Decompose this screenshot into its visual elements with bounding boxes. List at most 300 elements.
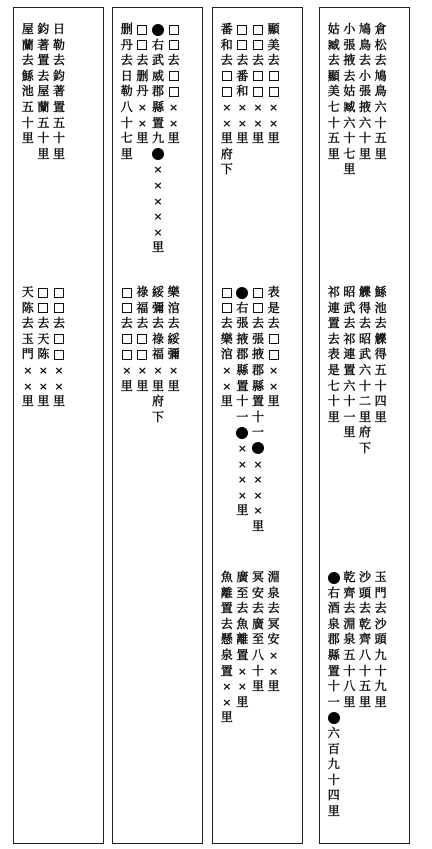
character: 廣 [251,616,264,631]
character: 置 [236,378,249,393]
missing-character-box [51,332,67,348]
character: 十 [374,663,387,678]
character: 府 [358,425,371,440]
text-column [373,22,389,178]
character: 里 [327,146,340,161]
missing-character-box [166,69,182,85]
character: 顯 [267,22,280,36]
text-column [150,22,166,256]
missing-character-box [219,84,235,100]
character: 乾 [343,570,356,584]
character: 去 [374,316,387,331]
character: 去 [267,601,280,616]
character: 去 [136,53,149,68]
unknown-character-mark: × [54,363,64,377]
character: 掖 [358,99,371,114]
slip-strip [212,7,303,844]
character: 和 [236,84,249,99]
text-block [219,22,281,178]
character: 鳥 [374,84,387,99]
character: 里 [52,394,65,409]
unknown-character-mark: × [137,363,147,377]
character: 里 [167,378,180,393]
character: 去 [21,53,34,68]
text-column [36,22,52,162]
character: 去 [37,68,50,83]
unknown-character-mark: × [222,116,232,130]
unknown-character-mark: × [153,163,163,177]
character: 八 [343,679,356,694]
character: 里 [327,409,340,424]
character: 五 [327,131,340,146]
character: 乾 [358,616,371,631]
character: 門 [21,347,34,362]
character: 安 [251,585,264,600]
character: 十 [358,378,371,393]
character: 里 [21,131,34,146]
missing-character-box [36,301,52,317]
character: 樂 [220,331,233,346]
character: 屋 [37,84,50,99]
text-column [219,285,235,535]
character: 昭 [343,285,356,299]
character: 臧 [327,37,340,52]
character: 里 [37,146,50,161]
text-column [150,285,166,425]
text-block [326,285,388,457]
character: 勒 [120,84,133,99]
character: 一 [343,409,356,424]
character: 里 [120,378,133,393]
text-column [166,22,182,256]
character: 下 [220,162,233,177]
character: 里 [267,131,280,146]
text-block [219,570,281,726]
character: 里 [37,394,50,409]
character: 右 [151,37,164,52]
text-column [266,285,282,535]
character: 里 [358,146,371,161]
text-column [342,570,358,820]
missing-character-box [250,69,266,85]
character: 去 [37,316,50,331]
character: 里 [21,394,34,409]
character: 下 [358,440,371,455]
text-column [51,22,67,162]
character: 泉 [327,616,340,631]
unknown-character-mark: × [153,178,163,192]
character: 一 [236,409,249,424]
character: 里 [374,146,387,161]
slip-strip [319,7,410,844]
text-column [219,22,235,178]
unknown-character-mark: × [54,379,64,393]
character: 連 [327,300,340,315]
unknown-character-mark: × [253,457,263,471]
character: 去 [220,53,233,68]
text-block [119,285,181,425]
character: 置 [343,362,356,377]
text-column [119,285,135,425]
unknown-character-mark: × [237,441,247,455]
character: 天 [37,331,50,346]
character: 去 [343,316,356,331]
text-column [235,285,251,535]
text-block [219,285,281,535]
text-column [119,22,135,256]
character: 置 [327,316,340,331]
character: 十 [374,115,387,130]
character: 八 [251,647,264,662]
character: 里 [374,694,387,709]
character: 廣 [236,570,249,584]
character: 里 [236,131,249,146]
character: 沙 [374,616,387,631]
character: 頭 [374,632,387,647]
unknown-character-mark: × [222,379,232,393]
character: 小 [343,22,356,36]
character: 鳩 [374,68,387,83]
character: 郡 [236,347,249,362]
unknown-character-mark: × [122,363,132,377]
character: 里 [343,162,356,177]
character: 百 [327,741,340,756]
unknown-character-mark: × [153,194,163,208]
character: 去 [343,601,356,616]
unknown-character-mark: × [222,100,232,114]
character: 張 [343,37,356,52]
missing-character-box [166,84,182,100]
character: 去 [358,316,371,331]
character: 鈞 [37,22,50,36]
character: 十 [251,409,264,424]
character: 郡 [251,362,264,377]
character: 去 [374,53,387,68]
character: 掖 [236,331,249,346]
text-column [342,285,358,457]
character: 張 [236,316,249,331]
character: 縣 [236,362,249,377]
unknown-character-mark: × [222,363,232,377]
character: 去 [167,53,180,68]
text-column [326,22,342,178]
character: 十 [37,131,50,146]
character: 陈 [21,300,34,315]
character: 里 [120,146,133,161]
unknown-character-mark: × [237,116,247,130]
character: 删 [120,22,133,36]
character: 屋 [21,22,34,36]
missing-character-box [119,332,135,348]
character: 十 [374,378,387,393]
character: 倉 [374,22,387,36]
character: 十 [358,131,371,146]
character: 里 [136,131,149,146]
character: 里 [251,131,264,146]
text-block [326,22,388,178]
section-dot [150,147,166,163]
missing-character-box [119,347,135,363]
character: 鈞 [52,68,65,83]
character: 九 [151,131,164,146]
character: 去 [327,331,340,346]
text-column [135,22,151,256]
character: 沙 [358,570,371,584]
character: 鯀 [374,285,387,299]
character: 至 [251,632,264,647]
character: 十 [120,115,133,130]
missing-character-box [250,38,266,54]
character: 去 [343,68,356,83]
character: 去 [251,53,264,68]
text-column [36,285,52,410]
character: 八 [358,647,371,662]
character: 去 [52,316,65,331]
text-column [266,22,282,178]
character: 里 [220,131,233,146]
character: 九 [374,679,387,694]
character: 和 [220,37,233,52]
character: 得 [374,347,387,362]
unknown-character-mark: × [253,473,263,487]
unknown-character-mark: × [153,363,163,377]
character: 里 [220,394,233,409]
unknown-character-mark: × [268,100,279,114]
unknown-character-mark: × [253,488,263,502]
character: 頭 [358,585,371,600]
missing-character-box [219,301,235,317]
character: 祁 [327,285,340,299]
unknown-character-mark: × [237,488,247,502]
character: 十 [236,394,249,409]
character: 懸 [220,632,233,647]
unknown-character-mark: × [222,680,232,694]
character: 祿 [151,331,164,346]
character: 四 [327,788,340,803]
character: 丹 [120,37,133,52]
character: 觻 [374,331,387,346]
missing-character-box [219,285,235,301]
character: 著 [37,37,50,52]
character: 去 [220,316,233,331]
text-column [326,570,342,820]
character: 府 [151,394,164,409]
unknown-character-mark: × [253,504,263,518]
character: 泉 [267,585,280,600]
character: 威 [151,68,164,83]
character: 九 [327,757,340,772]
missing-character-box [36,285,52,301]
unknown-character-mark: × [222,695,232,709]
unknown-character-mark: × [23,363,33,377]
character: 去 [358,53,371,68]
missing-character-box [266,69,282,85]
character: 五 [358,679,371,694]
character: 里 [236,694,249,709]
character: 十 [251,663,264,678]
character: 玉 [374,570,387,584]
character: 小 [358,68,371,83]
section-dot [326,710,342,726]
text-column [266,570,282,726]
character: 日 [120,68,133,83]
character: 里 [358,694,371,709]
character: 郡 [151,84,164,99]
character: 去 [151,316,164,331]
character: 十 [327,115,340,130]
character: 姑 [343,84,356,99]
character: 十 [327,394,340,409]
missing-character-box [51,285,67,301]
character: 十 [327,679,340,694]
missing-character-box [135,347,151,363]
character: 表 [267,285,280,299]
character: 四 [374,394,387,409]
character: 門 [374,585,387,600]
character: 是 [327,362,340,377]
missing-character-box [266,84,282,100]
text-column [219,570,235,726]
character: 七 [120,131,133,146]
character: 去 [167,316,180,331]
missing-character-box [219,69,235,85]
text-column [250,285,266,535]
character: 置 [251,394,264,409]
character: 七 [327,99,340,114]
character: 去 [236,601,249,616]
character: 魚 [220,570,233,584]
character: 六 [374,99,387,114]
text-block [20,22,67,162]
character: 樂 [167,285,180,299]
character: 福 [136,300,149,315]
character: 武 [343,300,356,315]
unknown-character-mark: × [237,100,247,114]
character: 玉 [21,331,34,346]
text-column [373,570,389,820]
character: 綏 [151,285,164,299]
character: 去 [21,316,34,331]
character: 一 [251,425,264,440]
unknown-character-mark: × [268,648,279,662]
character: 淵 [267,570,280,584]
character: 陈 [37,347,50,362]
missing-character-box [119,285,135,301]
character: 姑 [327,22,340,36]
character: 里 [151,378,164,393]
character: 去 [358,601,371,616]
text-column [135,285,151,425]
text-column [326,285,342,457]
missing-character-box [250,84,266,100]
missing-character-box [266,332,282,348]
character: 右 [236,300,249,315]
missing-character-box [135,38,151,54]
text-column [373,285,389,457]
unknown-character-mark: × [153,225,163,239]
missing-character-box [250,22,266,38]
character: 冥 [251,570,264,584]
character: 齊 [358,632,371,647]
character: 松 [374,37,387,52]
character: 删 [136,68,149,83]
unknown-character-mark: × [268,664,279,678]
character: 置 [37,53,50,68]
character: 九 [374,647,387,662]
missing-character-box [51,301,67,317]
character: 番 [236,68,249,83]
unknown-character-mark: × [237,664,247,678]
character: 六 [358,362,371,377]
character: 郡 [327,632,340,647]
unknown-character-mark: × [168,100,179,114]
character: 五 [52,115,65,130]
text-column [166,285,182,425]
character: 美 [327,84,340,99]
character: 置 [151,115,164,130]
character: 置 [220,601,233,616]
character: 五 [21,99,34,114]
character: 縣 [251,378,264,393]
character: 一 [327,694,340,709]
section-dot [150,22,166,38]
character: 六 [343,115,356,130]
character: 張 [251,331,264,346]
character: 蘭 [37,99,50,114]
character: 里 [327,803,340,818]
text-block [119,22,181,256]
text-column [357,570,373,820]
text-column [51,285,67,410]
character: 里 [167,131,180,146]
text-column [20,285,36,410]
missing-character-box [166,38,182,54]
missing-character-box [135,22,151,38]
unknown-character-mark: × [38,379,48,393]
character: 里 [358,409,371,424]
character: 鯀 [21,68,34,83]
section-dot [250,441,266,457]
character: 七 [343,146,356,161]
character: 離 [220,585,233,600]
character: 去 [220,616,233,631]
character: 下 [151,409,164,424]
missing-character-box [250,301,266,317]
unknown-character-mark: × [253,100,263,114]
character: 番 [220,22,233,36]
character: 彌 [151,300,164,315]
character: 去 [327,53,340,68]
character: 著 [52,84,65,99]
character: 表 [327,347,340,362]
character: 五 [343,647,356,662]
character: 六 [327,725,340,740]
character: 蘭 [21,37,34,52]
unknown-character-mark: × [253,116,263,130]
character: 五 [374,131,387,146]
character: 去 [267,53,280,68]
text-column [235,22,251,178]
unknown-character-mark: × [268,116,279,130]
character: 十 [343,394,356,409]
character: 里 [251,679,264,694]
character: 右 [327,585,340,600]
text-block [20,285,67,410]
character: 日 [52,22,65,36]
character: 里 [343,694,356,709]
text-column [250,22,266,178]
character: 去 [251,316,264,331]
